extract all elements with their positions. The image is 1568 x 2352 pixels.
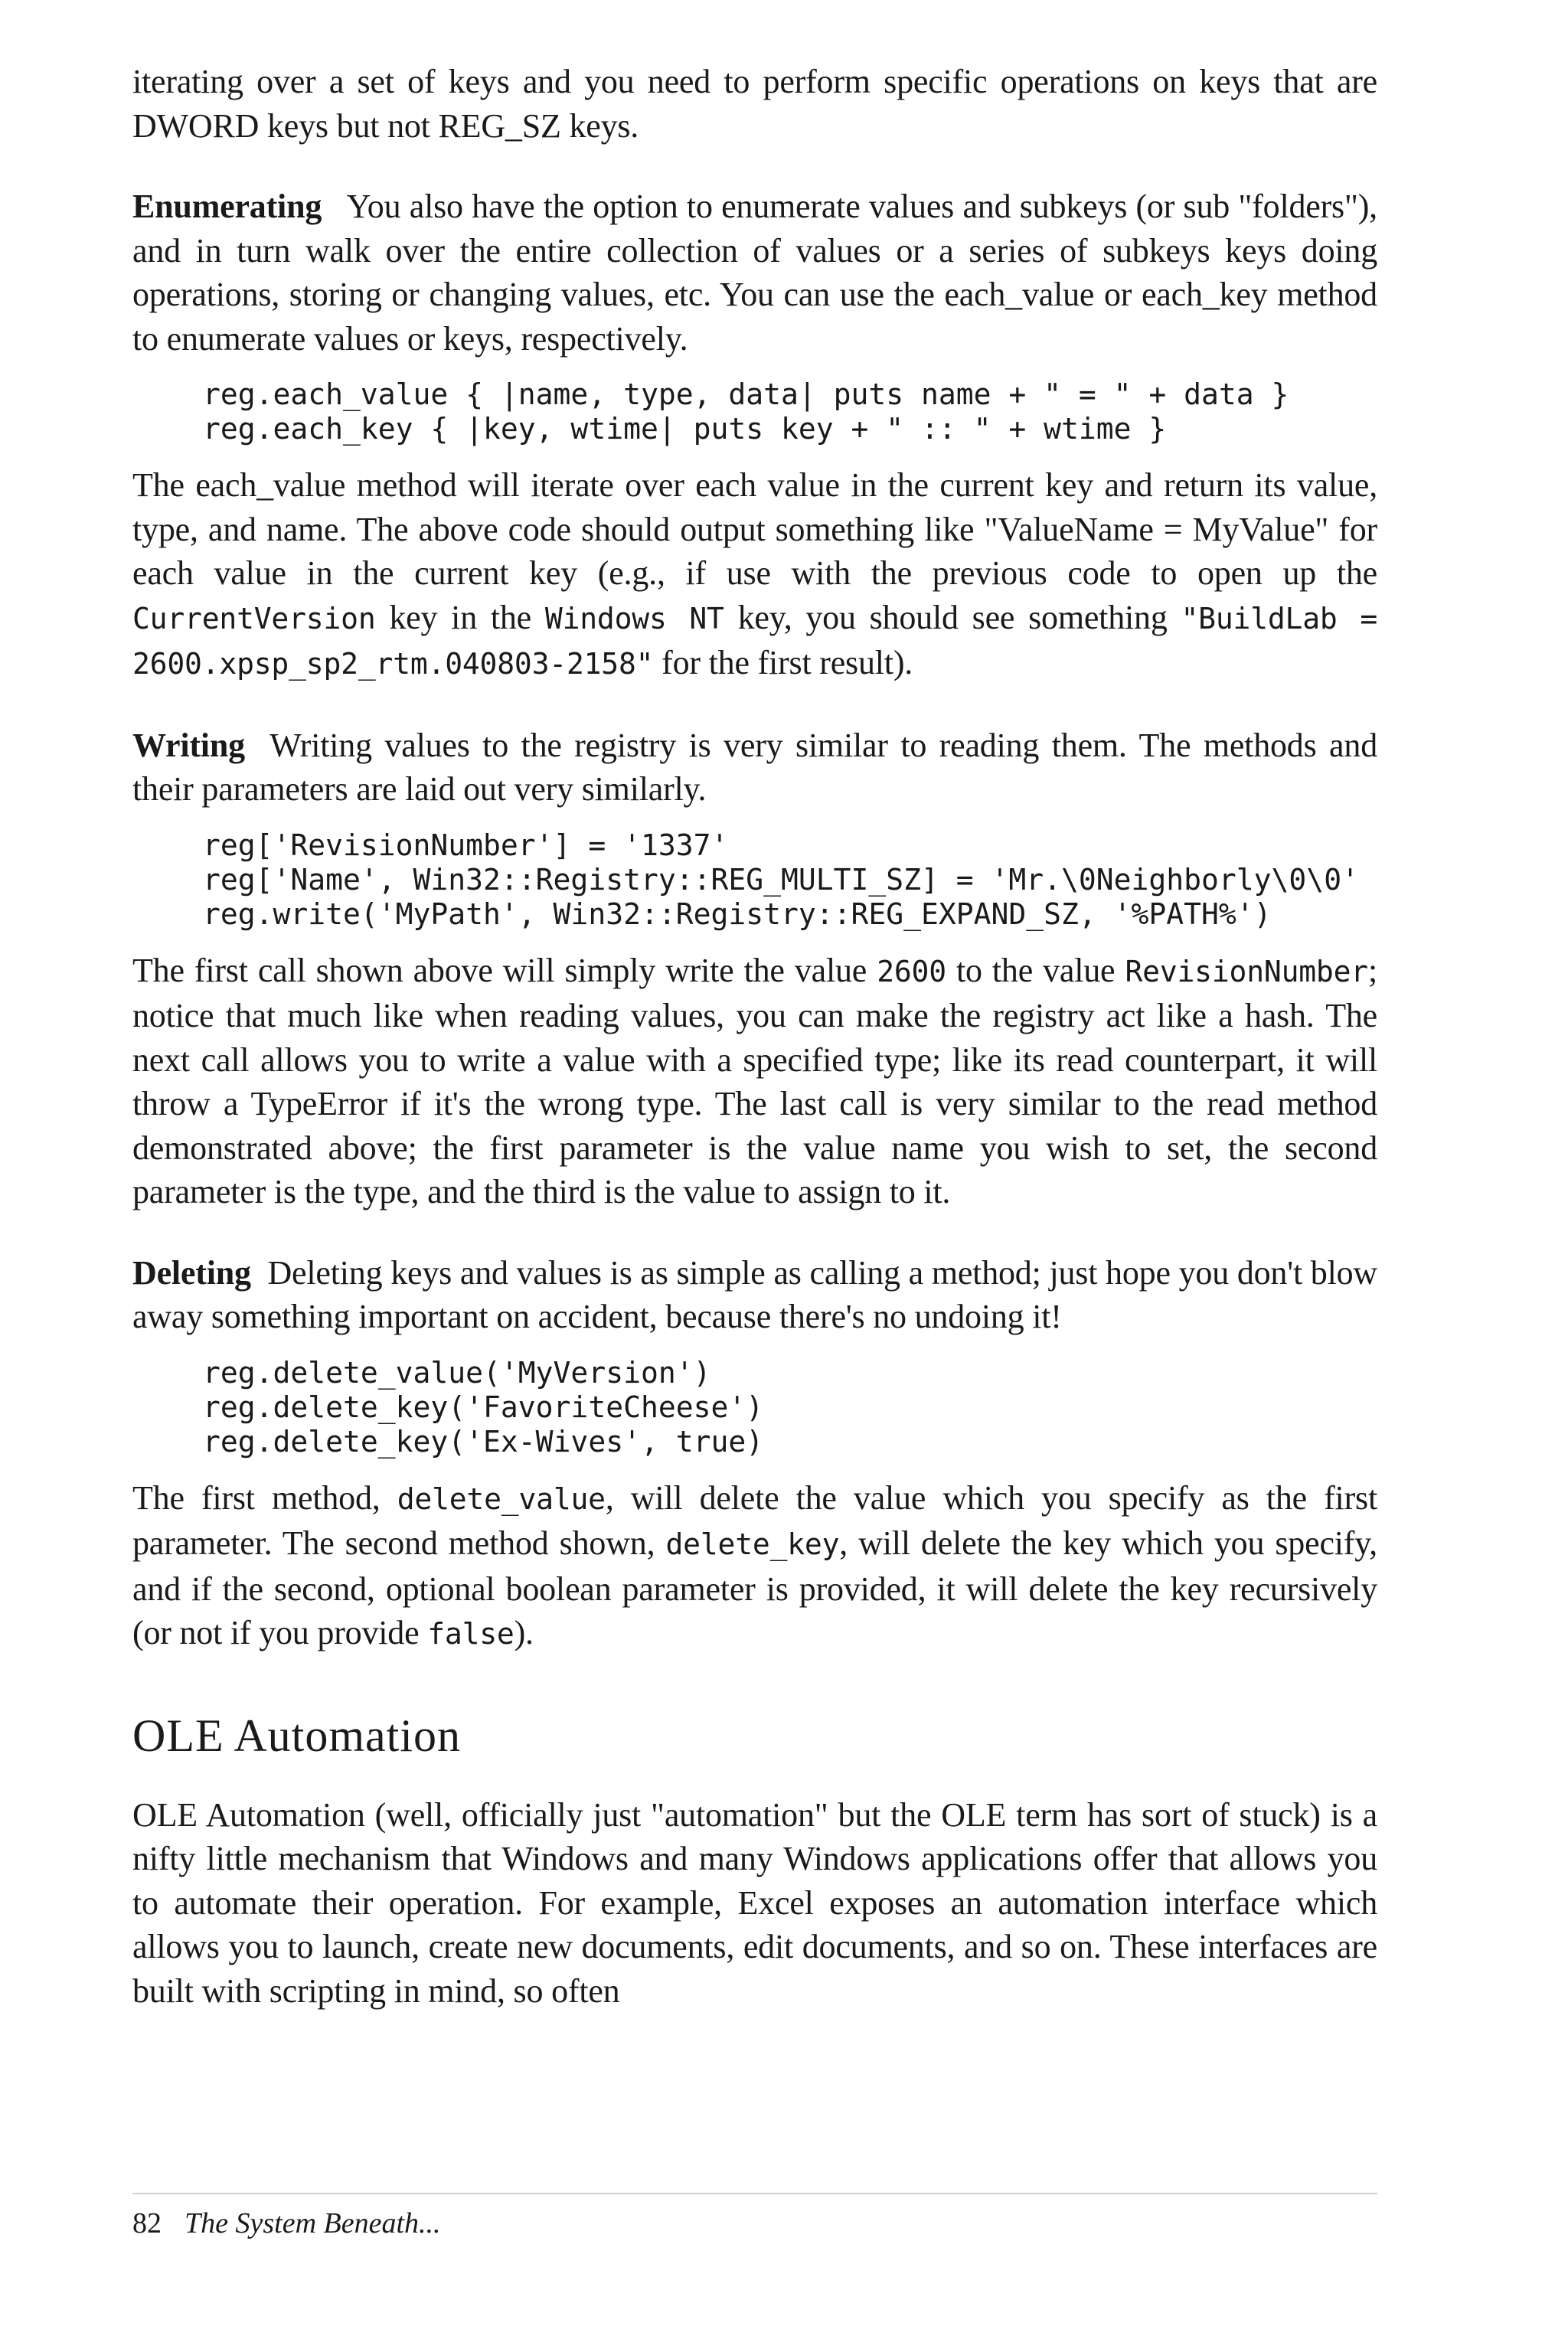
- text-column: [132, 60, 1377, 2013]
- writing-body: Writing values to the registry is very similar to reading them. The methods and their parameters are laid out very similarly.: [132, 726, 1377, 808]
- first-method-text-a: The first method,: [132, 1478, 397, 1517]
- first-method-text-b: , will delete the value which you specify as the first parameter. The second method shown,: [132, 1478, 1377, 1562]
- paragraph-each-value: [132, 463, 1377, 687]
- run-in-heading-writing: Writing: [132, 726, 245, 764]
- section-heading-ole-automation: OLE Automation: [132, 1710, 461, 1761]
- inline-code-windows-nt: Windows NT: [544, 601, 724, 635]
- deleting-body: Deleting keys and values is as simple as calling a method; just hope you don't blow away something important on accident, because there's no undoing it!: [132, 1253, 1377, 1335]
- run-in-heading-enumerating: Enumerating: [132, 188, 322, 225]
- inline-code-revisionnumber: RevisionNumber: [1125, 954, 1368, 988]
- page-number: 82: [132, 2207, 162, 2239]
- inline-code-delete-key: delete_key: [665, 1527, 840, 1561]
- each-value-text-a: The each_value method will iterate over each value in the current key and return its value, type, and name. The above code should output something like "ValueName = MyValue" for each value in the current key (e.g., if use with the previous code to open up the: [132, 466, 1377, 592]
- paragraph-writing: [132, 724, 1377, 812]
- first-method-text-c: , will delete the key which you specify, and if the second, optional boolean parameter is provided, it will delete the key recursively (or not if you provide: [132, 1524, 1377, 1651]
- first-method-text-d: ).: [514, 1614, 534, 1651]
- inline-code-delete-value: delete_value: [397, 1481, 606, 1516]
- inline-code-currentversion: CurrentVersion: [132, 601, 376, 635]
- run-in-heading-deleting: Deleting: [132, 1253, 251, 1292]
- code-block-enumerate: reg.each_value { |name, type, data| puts name + " = " + data } reg.each_key { |key, wtime| puts key + " :: " + wtime }: [203, 377, 1289, 446]
- first-call-text-c: ; notice that much like when reading values, you can make the registry act like a hash. The next call allows you to write a value with a specified type; like its read counterpart, it will throw a TypeError if it's the wrong type. The last call is very similar to the read method demonstrated above; the first parameter is the value name you wish to set, the second parameter is the type, and the third is the value to assign to it.: [132, 951, 1377, 1210]
- paragraph-first-call: [132, 949, 1377, 1214]
- inline-code-false: false: [427, 1617, 514, 1651]
- paragraph-first-method: [132, 1476, 1377, 1657]
- paragraph-ole-automation: OLE Automation (well, officially just "automation" but the OLE term has sort of stuck) is a nifty little mechanism that Windows and many Windows applications offer that allows you to automate their operation. For example, Excel exposes an automation interface which allows you to launch, create new documents, edit documents, and so on. These interfaces are built with scripting in mind, so often: [132, 1795, 1377, 2010]
- paragraph-intro: iterating over a set of keys and you need to perform specific operations on keys that are DWORD keys but not REG_SZ keys.: [132, 63, 1377, 145]
- page-footer: [132, 2205, 441, 2242]
- enumerating-body: You also have the option to enumerate values and subkeys (or sub "folders"), and in turn walk over the entire collection of values or a series of subkeys keys doing operations, storing or changing values, etc. You can use the each_value or each_key method to enumerate values or keys, respectively.: [132, 188, 1377, 358]
- code-block-delete: reg.delete_value('MyVersion') reg.delete_key('FavoriteCheese') reg.delete_key('Ex-Wives', true): [203, 1355, 764, 1459]
- first-call-text-a: The first call shown above will simply write the value: [132, 951, 877, 989]
- running-title: The System Beneath...: [185, 2207, 441, 2239]
- paragraph-deleting: [132, 1251, 1377, 1339]
- paragraph-enumerating: [132, 185, 1377, 361]
- each-value-text-b: key in the: [375, 598, 545, 636]
- code-block-write: reg['RevisionNumber'] = '1337' reg['Name', Win32::Registry::REG_MULTI_SZ] = 'Mr.\0Neighborly\0\0' reg.write('MyPath', Win32::Registry::REG_EXPAND_SZ, '%PATH%'): [203, 828, 1359, 931]
- first-call-text-b: to the value: [946, 951, 1125, 989]
- each-value-text-d: for the first result).: [653, 644, 913, 681]
- inline-code-buildlab: "BuildLab = 2600.xpsp_sp2_rtm.040803-2158": [132, 601, 1378, 681]
- footer-divider: [132, 2193, 1377, 2194]
- each-value-text-c: key, you should see something: [724, 598, 1181, 636]
- inline-code-2600: 2600: [877, 954, 946, 988]
